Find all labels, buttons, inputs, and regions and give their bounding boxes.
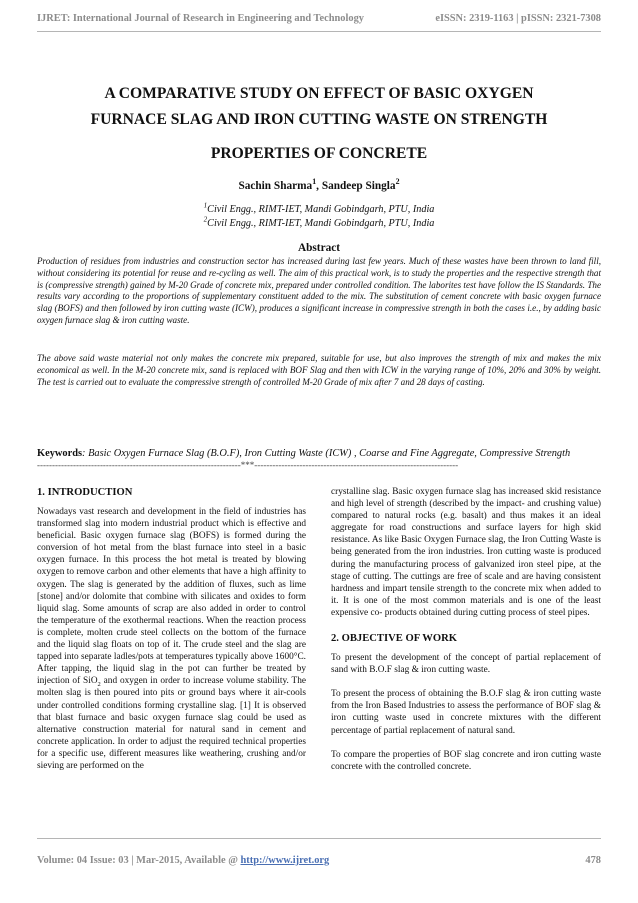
title-line: PROPERTIES OF CONCRETE <box>210 145 428 162</box>
affiliation-text: Civil Engg., RIMT-IET, Mandi Gobindgarh, PTU, India <box>207 218 435 229</box>
body-paragraph: To compare the properties of BOF slag concrete and iron cutting waste concrete with the controlled concrete. <box>331 749 601 772</box>
body-paragraph <box>37 506 306 772</box>
subscript: 2 <box>97 681 101 689</box>
body-text: and oxygen in order to increase volume stability. The molten slag is then poured into pits or ground bays where it air-cools under controlled conditions forming crystalline slag. [1] It is observed that blast furnace and basic oxygen furnace slag could be used as alternative construction material for natural sand in cement and concrete application. In order to adjust the required technical properties for a specific use, different measures like weathering, crushing and/or sieving are performed on the <box>37 676 306 771</box>
affiliation-mark: 1 <box>203 201 208 210</box>
volume-text: Volume: 04 Issue: 03 | Mar-2015, Available @ <box>37 855 241 866</box>
volume-info <box>37 855 329 866</box>
author-affil-mark: 2 <box>395 177 400 187</box>
section-separator: --------------------------------------------------------------------***-------------------------------------------------------------------- <box>37 460 459 470</box>
left-column <box>37 486 306 772</box>
body-text: Nowadays vast research and development in the field of industries has transformed slag into modern industrial product which is effective and beneficial. Basic oxygen furnace slag (BOFS) is formed during the conversion of hot metal from the blast furnace into steel in a basic oxygen furnace. In this process the hot metal is treated by blowing oxygen to remove carbon and other elements that have a high affinity to oxygen. The slag is generated by the addition of fluxes, such as lime [stone] and/or dolomite that combine with silicates and oxides to form liquid slag. Some amounts of scrap are also added in order to control the temperature of the exothermal reactions. When the reaction process is complete, molten crude steel collects on the bottom of the furnace and the liquid slag floats on top of it. The crude steel and the slag are tapped into separate ladles/pots at temperatures typically above 1600°C. After tapping, the liquid slag in the pot can further be treated by injection of SiO <box>37 507 306 687</box>
running-header <box>37 13 601 24</box>
abstract-heading: Abstract <box>297 242 341 254</box>
affiliation <box>0 201 638 215</box>
body-paragraph: crystalline slag. Basic oxygen furnace slag has increased skid resistance and high level of strength (described by the impact- and crushing value) compared to natural rocks (e.g. basalt) and thus makes it an ideal aggregate for road constructions and surface layers for high skid resistance. As like Basic Oxygen Furnace slag, the Iron Cutting Waste is being generated from the iron industries. Iron cutting waste is produced during the manufacturing process of galvanized iron steel pipe, at the stage of cutting. The cuttings are free of scale and are having consistent hardness and impart tensile strength to the concrete mix when added to it. It is one of the most common materials and is one of the least expensive co- products obtained during cutting process of steel pipes. <box>331 487 601 618</box>
keywords-label: Keywords <box>37 448 83 459</box>
abstract-paragraph: Production of residues from industries and construction sector has increased during last few years. Much of these wastes have been thrown to land fill, without considering its potential for reuse and re-cycling as well. The aim of this practical work, is to study the properties and the respective strength that is (compressive strength) gained by M-20 Grade of concrete mix, prepared under controlled condition. The laborites test have follow the IS Standards. The results vary according to the proportions of supplementary constituent added to the mix. The substitution of cement concrete with basic oxygen furnace slag (BOFS) and then followed by iron cutting waste (ICW), produces a significant increase in compressive strength in both the cases i.e., by adding basic oxygen furnace slag & iron cutting waste. <box>37 256 601 325</box>
footer-rule <box>37 838 601 839</box>
author-separator: , <box>316 180 322 192</box>
affiliation <box>0 215 638 229</box>
journal-name: IJRET: International Journal of Research in Engineering and Technology <box>37 13 364 24</box>
author-list <box>0 177 638 192</box>
journal-url-link[interactable]: http://www.ijret.org <box>240 855 330 866</box>
header-rule <box>37 31 601 32</box>
body-paragraph: To present the development of the concept of partial replacement of sand with B.O.F slag & iron cutting waste. <box>331 653 601 676</box>
body-paragraph: To present the process of obtaining the B.O.F slag & iron cutting waste from the Iron Based Industries to assess the performance of BOF slag & iron cutting waste used in concrete mixtures with the different percentage of partial replacement of natural sand. <box>331 689 601 736</box>
page-number: 478 <box>585 855 601 866</box>
paper-title <box>40 81 598 167</box>
abstract-paragraph: The above said waste material not only makes the concrete mix prepared, suitable for use, but also improves the strength of mix and makes the mix economical as well. In the M-20 concrete mix, sand is replaced with BOF Slag and then with ICW in the varying range of 10%, 20% and 30% by weight. The test is carried out to evaluate the compressive strength of controlled M-20 Grade of mix after 7 and 28 days of casting. <box>37 353 601 387</box>
paragraph-gap <box>331 676 601 688</box>
issn: eISSN: 2319-1163 | pISSN: 2321-7308 <box>435 13 601 24</box>
author-name: Sachin Sharma <box>238 180 313 192</box>
running-footer <box>37 855 601 866</box>
affiliation-text: Civil Engg., RIMT-IET, Mandi Gobindgarh, PTU, India <box>207 204 435 215</box>
title-line: FURNACE SLAG AND IRON CUTTING WASTE ON STRENGTH <box>90 111 548 128</box>
affiliation-mark: 2 <box>203 215 208 224</box>
section-heading: 1. INTRODUCTION <box>37 487 133 498</box>
keywords-text: : Basic Oxygen Furnace Slag (B.O.F), Iron Cutting Waste (ICW) , Coarse and Fine Aggregate, Compressive Strength <box>82 448 571 459</box>
author-name: Sandeep Singla <box>321 180 396 192</box>
right-column <box>331 486 601 773</box>
paragraph-gap <box>331 737 601 749</box>
title-line: A COMPARATIVE STUDY ON EFFECT OF BASIC OXYGEN <box>104 85 534 102</box>
author-affil-mark: 1 <box>312 177 317 187</box>
section-heading: 2. OBJECTIVE OF WORK <box>331 633 457 645</box>
